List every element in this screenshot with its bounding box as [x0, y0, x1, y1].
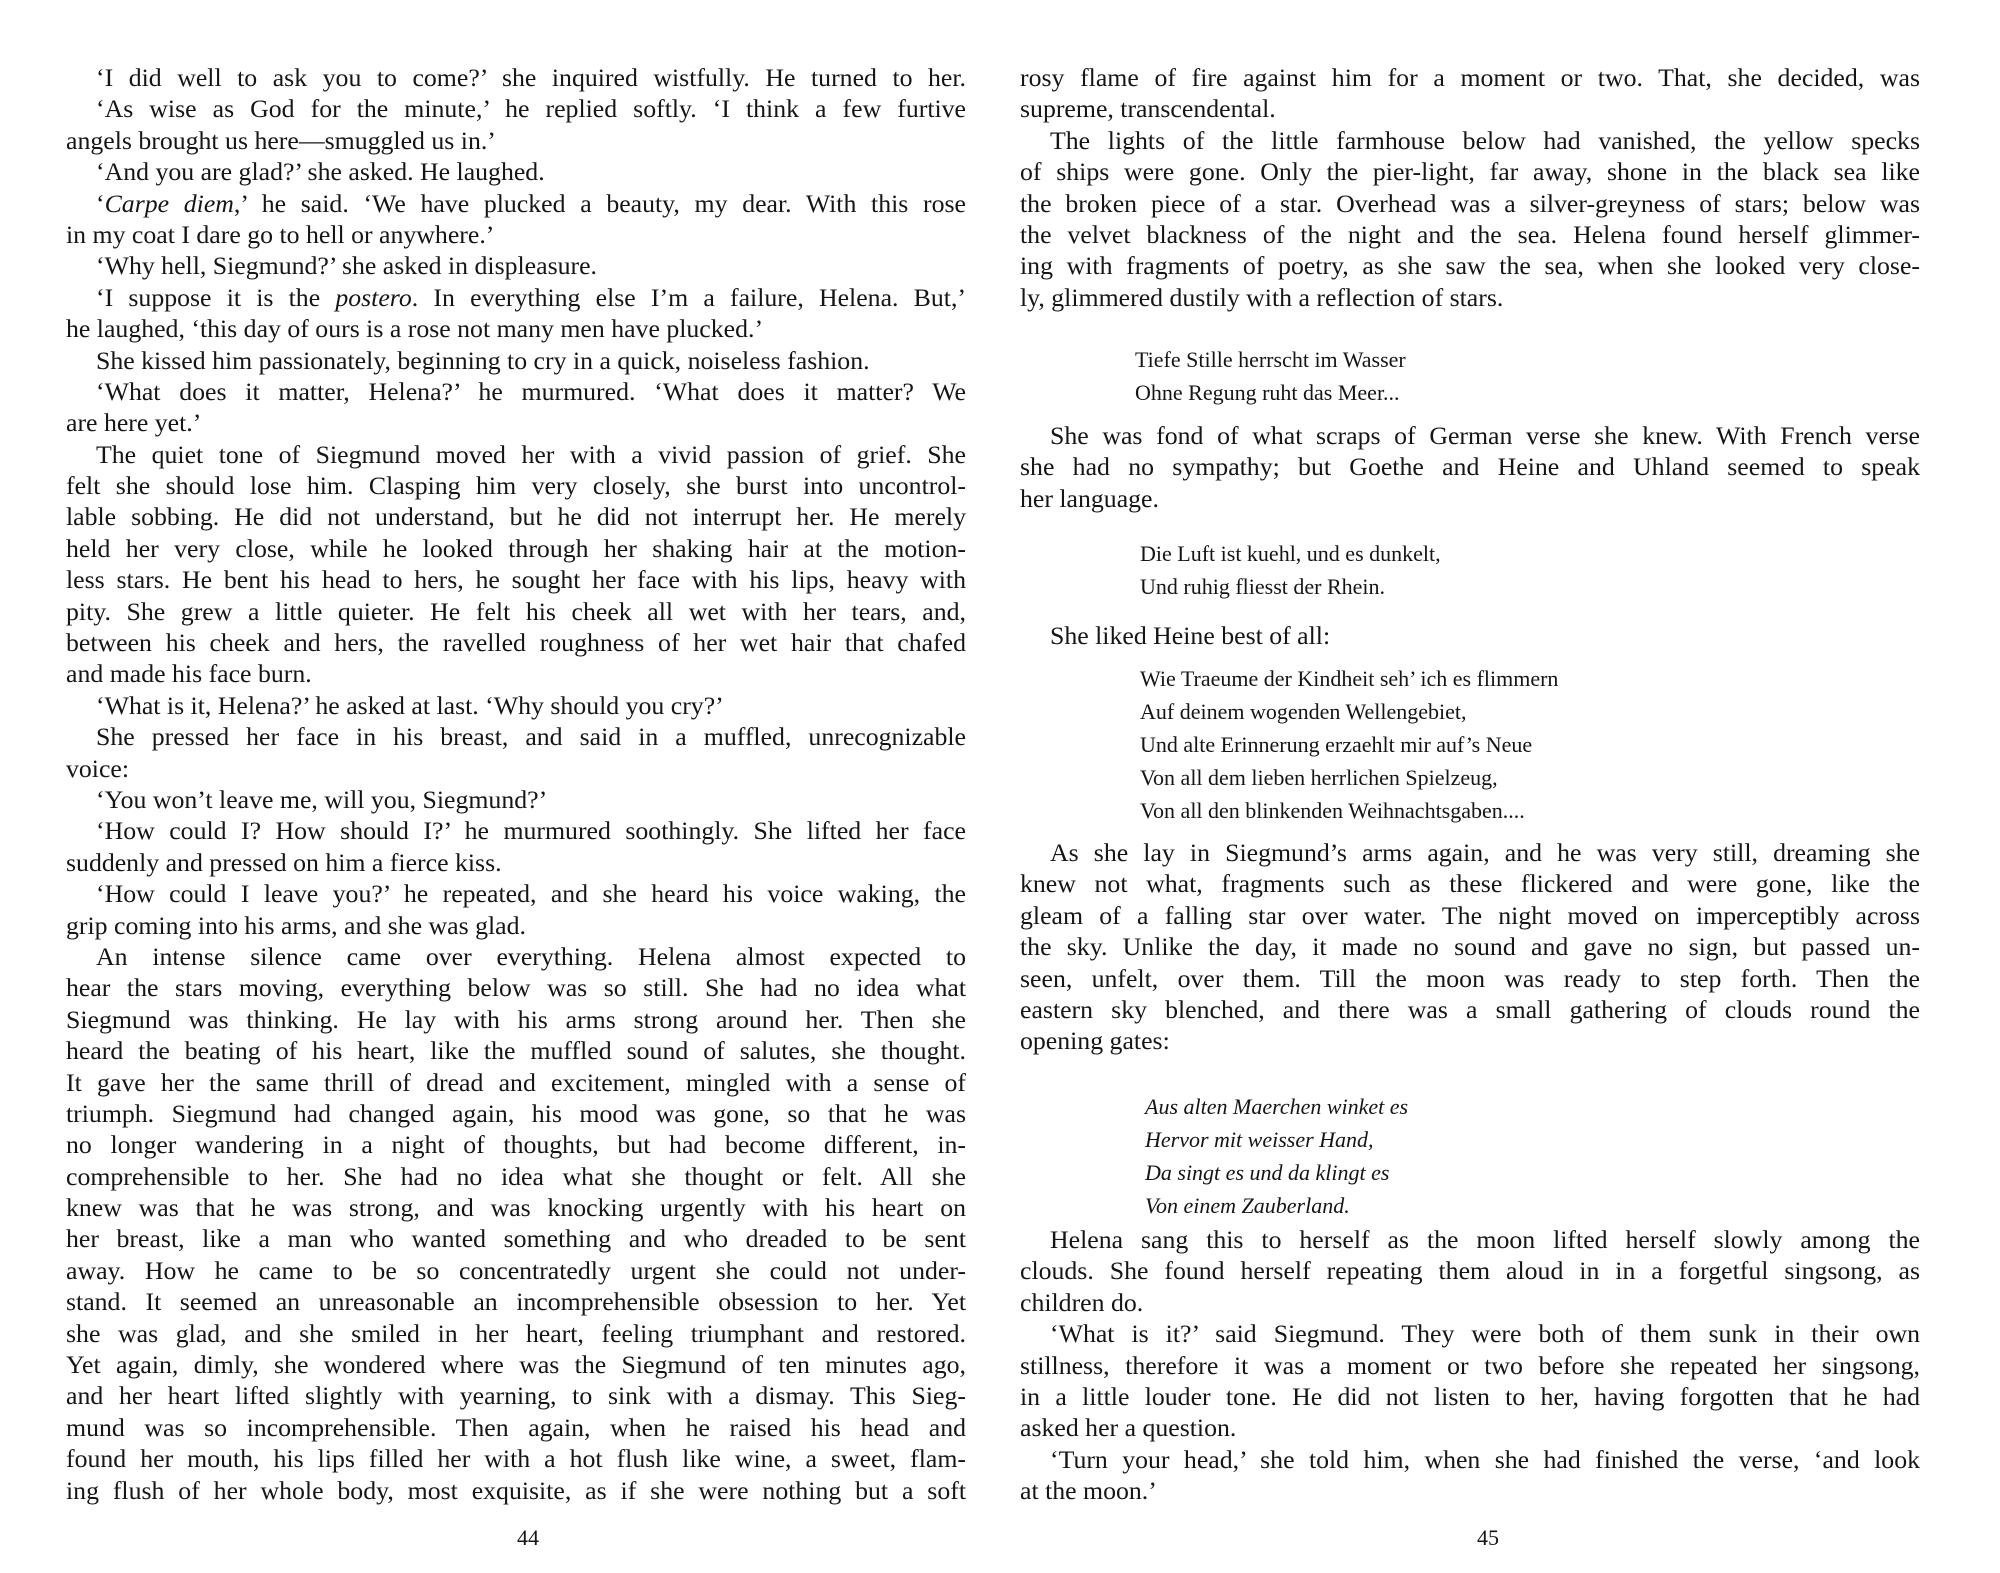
text-line: at the moon.’ [1020, 1476, 1157, 1506]
text-line: ‘What is it?’ said Siegmund. They were both of them sunk in their own [1050, 1319, 1920, 1349]
right-page-number: 45 [1477, 1525, 1499, 1550]
text-line: ‘How could I leave you?’ he repeated, and she heard his voice waking, the [96, 879, 966, 909]
text-line: Siegmund was thinking. He lay with his arms strong around her. Then she [66, 1004, 966, 1034]
text-line: ‘Turn your head,’ she told him, when she had finished the verse, ‘and look [1050, 1444, 1920, 1474]
text-line: ‘What is it, Helena?’ he asked at last. ‘Why should you cry?’ [96, 690, 724, 720]
right-page-verse3 [1140, 662, 1558, 827]
text-line: are here yet.’ [66, 408, 202, 438]
text-line: in my coat I dare go to hell or anywhere.’ [66, 219, 495, 249]
text-line: children do. [1020, 1287, 1144, 1317]
text-line: gleam of a falling star over water. The night moved on imperceptibly across [1020, 900, 1920, 930]
verse-line: Da singt es und da klingt es [1145, 1160, 1390, 1185]
text-line: of ships were gone. Only the pier-light, far away, shone in the black sea like [1020, 157, 1920, 187]
right-page-verse2 [1140, 537, 1441, 603]
text-line: As she lay in Siegmund’s arms again, and he was very still, dreaming she [1050, 838, 1920, 867]
verse-line: Und ruhig fliesst der Rhein. [1140, 574, 1386, 599]
text-line: ‘I did well to ask you to come?’ she inquired wistfully. He turned to her. [96, 63, 966, 92]
verse-line: Von all den blinkenden Weihnachtsgaben.... [1140, 798, 1525, 823]
text-line: and her heart lifted slightly with yearning, to sink with a dismay. This Sieg- [66, 1381, 966, 1411]
text-line: in a little louder tone. He did not listen to her, having forgotten that he had [1020, 1381, 1920, 1411]
right-page-para4 [1020, 837, 1920, 1057]
text-line: She pressed her face in his breast, and said in a muffled, unrecognizable [96, 722, 966, 752]
right-page-verse1 [1135, 343, 1406, 409]
text-line: grip coming into his arms, and she was glad. [66, 910, 526, 940]
text-line: She liked Heine best of all: [1050, 621, 1331, 650]
right-page-verse4 [1145, 1090, 1408, 1222]
text-line: She kissed him passionately, beginning to cry in a quick, noiseless fashion. [96, 345, 870, 375]
text-line: ly, glimmered dustily with a reflection of stars. [1020, 282, 1504, 312]
right-page-para5 [1020, 1224, 1920, 1507]
text-line: The quiet tone of Siegmund moved her with a vivid passion of grief. She [96, 439, 966, 469]
text-line: She was fond of what scraps of German verse she knew. With French verse [1050, 421, 1920, 450]
text-line: suddenly and pressed on him a fierce kiss. [66, 847, 502, 877]
verse-line: Die Luft ist kuehl, und es dunkelt, [1140, 541, 1441, 566]
text-line: ‘How could I? How should I?’ he murmured soothingly. She lifted her face [96, 816, 966, 846]
text-line: Helena sang this to herself as the moon lifted herself slowly among the [1050, 1225, 1920, 1254]
text-line: stand. It seemed an unreasonable an incomprehensible obsession to her. Yet [66, 1287, 966, 1317]
text-line: she was glad, and she smiled in her heart, feeling triumphant and restored. [66, 1318, 966, 1348]
verse-line: Von all dem lieben herrlichen Spielzeug, [1140, 765, 1498, 790]
text-line: the sky. Unlike the day, it made no sound and gave no sign, but passed un- [1020, 932, 1920, 962]
right-page-para1 [1020, 62, 1920, 313]
text-line: stillness, therefore it was a moment or two before she repeated her singsong, [1020, 1350, 1920, 1380]
verse-line: Auf deinem wogenden Wellengebiet, [1140, 699, 1467, 724]
text-line: away. How he came to be so concentratedly urgent she could not under- [66, 1255, 966, 1285]
text-line: heard the beating of his heart, like the muffled sound of salutes, she thought. [66, 1036, 966, 1066]
text-line: ‘Carpe diem,’ he said. ‘We have plucked a beauty, my dear. With this rose [96, 188, 966, 218]
text-line: the broken piece of a star. Overhead was a silver-greyness of stars; below was [1020, 188, 1920, 218]
text-line: asked her a question. [1020, 1413, 1237, 1443]
text-line: her language. [1020, 483, 1159, 513]
text-line: held her very close, while he looked through her shaking hair at the motion- [66, 533, 966, 563]
text-line: opening gates: [1020, 1026, 1170, 1056]
text-line: hear the stars moving, everything below was so still. She had no idea what [66, 973, 966, 1003]
verse-line: Ohne Regung ruht das Meer... [1135, 380, 1400, 405]
text-line: no longer wandering in a night of thoughts, but had become different, in- [66, 1130, 966, 1160]
text-line: eastern sky blenched, and there was a small gathering of clouds round the [1020, 994, 1920, 1024]
text-line: ‘Why hell, Siegmund?’ she asked in displeasure. [96, 251, 597, 281]
verse-line: Aus alten Maerchen winket es [1145, 1094, 1409, 1119]
verse-line: Von einem Zauberland. [1145, 1193, 1350, 1218]
text-line: ‘And you are glad?’ she asked. He laughed. [96, 157, 545, 187]
verse-line: Tiefe Stille herrscht im Wasser [1135, 347, 1406, 372]
text-line: knew not what, fragments such as these flickered and were gone, like the [1020, 869, 1920, 899]
text-line: her breast, like a man who wanted something and who dreaded to be sent [66, 1224, 966, 1254]
text-line: comprehensible to her. She had no idea what she thought or felt. All she [66, 1161, 966, 1191]
text-line: It gave her the same thrill of dread and excitement, mingled with a sense of [66, 1067, 966, 1097]
right-page-para3 [1020, 620, 1920, 651]
text-line: ‘What does it matter, Helena?’ he murmured. ‘What does it matter? We [96, 376, 966, 406]
text-line: found her mouth, his lips filled her with a hot flush like wine, a sweet, flam- [66, 1444, 966, 1474]
text-line: he laughed, ‘this day of ours is a rose not many men have plucked.’ [66, 314, 764, 344]
text-line: voice: [66, 753, 130, 783]
text-line: less stars. He bent his head to hers, he sought her face with his lips, heavy with [66, 565, 966, 595]
text-line: ‘As wise as God for the minute,’ he replied softly. ‘I think a few furtive [96, 94, 966, 124]
verse-line: Hervor mit weisser Hand, [1145, 1127, 1374, 1152]
text-line: ‘I suppose it is the postero. In everything else I’m a failure, Helena. But,’ [96, 282, 966, 312]
left-page-body-text [66, 62, 966, 1506]
text-line: ing with fragments of poetry, as she saw the sea, when she looked very close- [1020, 251, 1920, 281]
left-page-number: 44 [517, 1525, 539, 1550]
text-line: seen, unfelt, over them. Till the moon was ready to step forth. Then the [1020, 963, 1920, 993]
text-line: clouds. She found herself repeating them aloud in in a forgetful singsong, as [1020, 1256, 1920, 1286]
text-line: knew was that he was strong, and was knocking urgently with his heart on [66, 1193, 966, 1223]
text-line: she had no sympathy; but Goethe and Heine and Uhland seemed to speak [1020, 452, 1920, 482]
verse-line: Wie Traeume der Kindheit seh’ ich es flimmern [1140, 666, 1559, 691]
text-line: ‘You won’t leave me, will you, Siegmund?’ [96, 784, 548, 814]
text-line: ing flush of her whole body, most exquisite, as if she were nothing but a soft [66, 1475, 966, 1505]
text-line: and made his face burn. [66, 659, 312, 689]
text-line: lable sobbing. He did not understand, but he did not interrupt her. He merely [66, 502, 966, 532]
text-line: supreme, transcendental. [1020, 94, 1276, 124]
text-line: pity. She grew a little quieter. He felt his cheek all wet with her tears, and, [66, 596, 966, 626]
text-line: mund was so incomprehensible. Then again, when he raised his head and [66, 1412, 966, 1442]
text-line: felt she should lose him. Clasping him very closely, she burst into uncontrol- [66, 471, 966, 501]
text-line: angels brought us here—smuggled us in.’ [66, 125, 496, 155]
text-line: An intense silence came over everything. Helena almost expected to [96, 941, 966, 971]
right-page-para2 [1020, 420, 1920, 514]
text-line: the velvet blackness of the night and the sea. Helena found herself glimmer- [1020, 219, 1920, 249]
text-line: rosy flame of fire against him for a moment or two. That, she decided, was [1020, 63, 1920, 92]
text-line: The lights of the little farmhouse below had vanished, the yellow specks [1050, 125, 1920, 155]
text-line: between his cheek and hers, the ravelled roughness of her wet hair that chafed [66, 628, 966, 658]
verse-line: Und alte Erinnerung erzaehlt mir auf’s Neue [1140, 732, 1533, 757]
text-line: Yet again, dimly, she wondered where was the Siegmund of ten minutes ago, [66, 1350, 966, 1380]
text-line: triumph. Siegmund had changed again, his mood was gone, so that he was [66, 1098, 966, 1128]
